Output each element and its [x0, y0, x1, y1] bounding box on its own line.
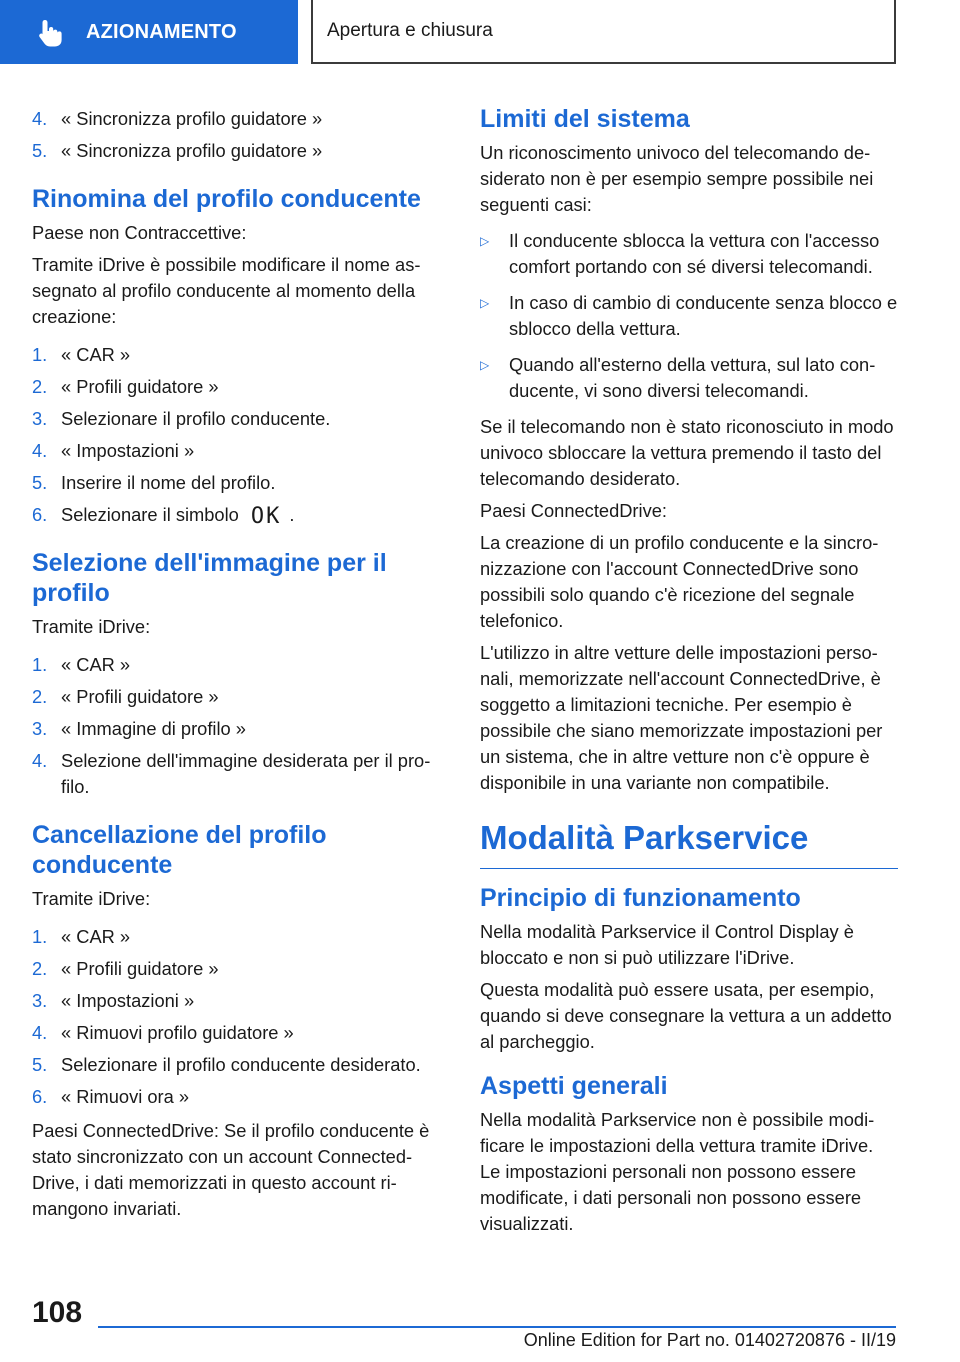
list-item: 3. « Impostazioni »	[32, 990, 195, 1011]
paragraph: Se il telecomando non è stato riconosciuto in modo univoco sbloccare la vettura premendo il tasto del telecomando desiderato.	[480, 416, 894, 489]
triangle-bullet-icon: ▷	[480, 358, 490, 372]
list-item: 4. « Sincronizza profilo guidatore »	[32, 108, 323, 129]
list-item: 6. Selezionare il simbolo OK .	[32, 504, 295, 529]
list-item: 2. « Profili guidatore »	[32, 958, 219, 979]
list-item: ▷ Il conducente sblocca la vettura con l'accesso comfort portando con sé diversi telecomandi.	[480, 228, 898, 280]
paragraph: Un riconoscimento univoco del telecomando desiderato non è per esempio sempre possibile nei seguenti casi:	[480, 142, 874, 215]
section-heading-limits: Limiti del sistema	[480, 105, 690, 133]
list-item: 5. « Sincronizza profilo guidatore »	[32, 140, 323, 161]
bullet-list	[480, 228, 898, 404]
section-heading-general: Aspetti generali	[480, 1072, 668, 1100]
list-item: 1. « CAR »	[32, 654, 131, 675]
paragraph: La creazione di un profilo conducente e la sincronizzazione con l'account ConnectedDrive sono possibili solo quando c'è ricezione del segnale telefonico.	[480, 532, 879, 631]
right-column	[480, 100, 898, 1243]
page-number: 108	[32, 1296, 83, 1329]
pointing-hand-icon	[36, 18, 66, 48]
chapter-title: Apertura e chiusura	[327, 20, 493, 41]
list-item: 5. Selezionare il profilo conducente desiderato.	[32, 1054, 421, 1075]
triangle-bullet-icon: ▷	[480, 296, 490, 310]
steps-continued	[32, 106, 450, 164]
section-label: AZIONAMENTO	[86, 21, 237, 43]
paragraph: Paesi ConnectedDrive:	[480, 500, 667, 521]
paragraph: Paese non Contraccettive:	[32, 222, 247, 243]
chapter-header	[311, 0, 896, 64]
list-item: 1. « CAR »	[32, 926, 131, 947]
list-item: 2. « Profili guidatore »	[32, 686, 219, 707]
paragraph: Tramite iDrive:	[32, 616, 151, 637]
paragraph: Nella modalità Parkservice il Control Display è bloccato e non si può utilizzare l'iDrive.	[480, 921, 854, 968]
steps-rename	[32, 342, 450, 530]
triangle-bullet-icon: ▷	[480, 234, 490, 248]
list-item: 3. Selezionare il profilo conducente.	[32, 408, 331, 429]
list-item: 1. « CAR »	[32, 344, 131, 365]
list-item: 4. « Impostazioni »	[32, 440, 195, 461]
section-tab[interactable]	[0, 0, 298, 64]
list-item: 4. Selezione dell'immagine desiderata per il profilo.	[32, 750, 431, 797]
edition-label: Online Edition for Part no. 01402720876 - II/19	[523, 1330, 896, 1350]
paragraph: Questa modalità può essere usata, per esempio, quando si deve consegnare la vettura a un addetto al parcheggio.	[480, 979, 892, 1052]
steps-image	[32, 652, 450, 800]
paragraph: L'utilizzo in altre vetture delle impostazioni personali, memorizzate nell'account ConnectedDrive, è soggetto a limitazioni tecniche. Per esempio è possibile che siano memorizzate impostazioni per un sistema, che in altre vetture non c'è oppure è disponibile in una variante non compatibile.	[480, 642, 883, 793]
left-column	[32, 100, 450, 1228]
list-item: 2. « Profili guidatore »	[32, 376, 219, 397]
list-item: ▷ In caso di cambio di conducente senza blocco e sblocco della vettura.	[480, 290, 898, 342]
chapter-heading-parkservice: Modalità Parkservice	[480, 818, 898, 869]
paragraph: Paesi ConnectedDrive: Se il profilo conducente è stato sincronizzato con un account ConnectedDrive, i dati memorizzati in questo account rimangono invariati.	[32, 1120, 430, 1219]
list-item: ▷ Quando all'esterno della vettura, sul lato conducente, vi sono diversi telecomandi.	[480, 352, 898, 404]
section-heading-principle: Principio di funzionamento	[480, 884, 801, 912]
list-item: 6. « Rimuovi ora »	[32, 1086, 190, 1107]
list-item: 4. « Rimuovi profilo guidatore »	[32, 1022, 294, 1043]
list-item: 5. Inserire il nome del profilo.	[32, 472, 276, 493]
section-heading-rename: Rinomina del profilo conducente	[32, 185, 421, 213]
section-heading-image: Selezione dell'immagine per il profilo	[32, 549, 387, 607]
ok-symbol-icon: OK	[250, 504, 282, 529]
paragraph: Tramite iDrive è possibile modificare il nome assegnato al profilo conducente al momento della creazione:	[32, 254, 421, 327]
paragraph: Tramite iDrive:	[32, 888, 151, 909]
section-heading-delete: Cancellazione del profilo conducente	[32, 821, 327, 879]
list-item: 3. « Immagine di profilo »	[32, 718, 246, 739]
steps-delete	[32, 924, 450, 1110]
footer-divider	[98, 1326, 896, 1328]
paragraph: Nella modalità Parkservice non è possibile modificare le impostazioni della vettura tramite iDrive. Le impostazioni personali non possono essere modificate, i dati personali non possono essere visualizzati.	[480, 1109, 875, 1234]
